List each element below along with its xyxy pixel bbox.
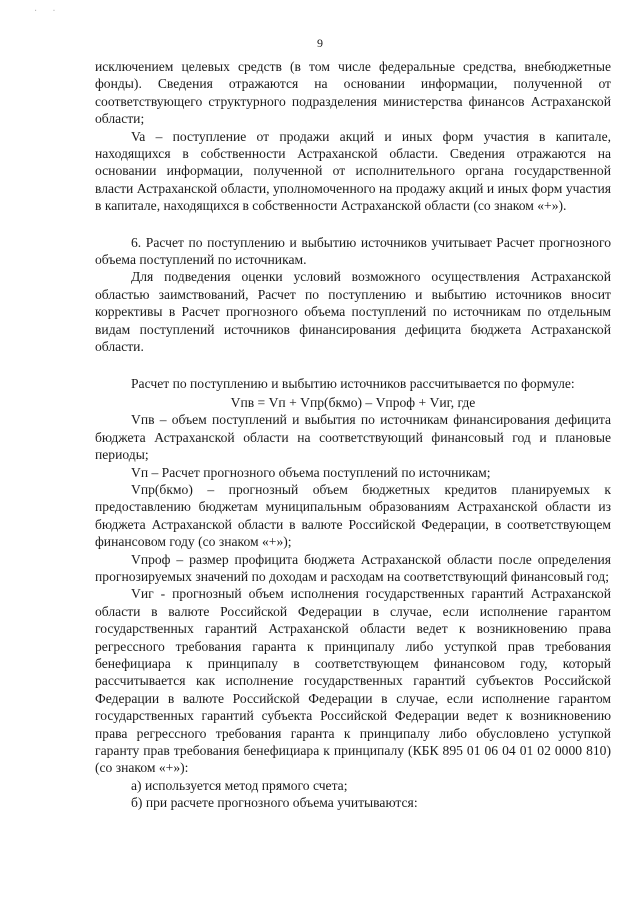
scan-artifact: · · (34, 6, 62, 17)
paragraph-continuation: исключением целевых средств (в том числе федеральные средства, внебюджетные фонды). Сведения отражаются на основании информации, полученной от соответствующего структурного подразделения министерства финансов Астраханской области; (95, 59, 611, 127)
paragraph-borrowing-conditions: Для подведения оценки условий возможного осуществления Астраханской областью заимствований, Расчет по поступлению и выбытию источников вносит коррективы в Расчет прогнозного объема поступлений по источникам по отдельным видам поступлений источников финансирования дефицита бюджета Астраханской области. (95, 269, 611, 355)
paragraph-vig-definition: Vиг - прогнозный объем исполнения государственных гарантий Астраханской области в валюте Российской Федерации в случае, если исполнение гарантом государственных гарантий Астраханской области ведет к возникновению права регрессного требования гаранта к принципалу либо уступкой прав требования бенефициара к принципалу в соответствующем финансовом году, который рассчитывается как исполнение государственных гарантий субъектов Российской Федерации в валюте Российской Федерации в случае, если исполнение гарантом государственных гарантий субъекта Российской Федерации ведет к возникновению права регрессного требования гаранта к принципалу либо обусловлено уступкой гаранту прав требования бенефициара к принципалу (КБК 895 01 06 04 01 02 0000 810) (со знаком «+»): (95, 586, 611, 776)
paragraph-vprof-definition: Vпроф – размер профицита бюджета Астраханской области после определения прогнозируемых значений по доходам и расходам на соответствующий финансовый год; (95, 551, 611, 584)
document-body (95, 58, 611, 812)
paragraph-formula-intro: Расчет по поступлению и выбытию источников рассчитывается по формуле: (131, 375, 575, 391)
paragraph-section-6: 6. Расчет по поступлению и выбытию источников учитывает Расчет прогнозного объема поступлений по источникам. (95, 234, 611, 268)
formula: Vпв = Vп + Vпр(бкмо) – Vпроф + Vиг, где (230, 394, 476, 410)
paragraph-va-definition: Va – поступление от продажи акций и иных форм участия в капитале, находящихся в собственности Астраханской области. Сведения отражаются на основании информации, полученной от исполнительного органа государственной власти Астраханской области, уполномоченного на продажу акций и иных форм участия в капитале, находящихся в собственности Астраханской области (со знаком «+»). (95, 128, 611, 214)
paragraph-vpv-definition: Vпв – объем поступлений и выбытия по источникам финансирования дефицита бюджета Астраханской области на соответствующий финансовый год и плановые периоды; (95, 412, 611, 463)
list-item-a: а) используется метод прямого счета; (131, 777, 348, 793)
page-number: 9 (317, 36, 323, 50)
list-item-b: б) при расчете прогнозного объема учитываются: (131, 795, 418, 811)
paragraph-vp-definition: Vп – Расчет прогнозного объема поступлений по источникам; (131, 464, 491, 480)
paragraph-vpr-definition: Vпр(бкмо) – прогнозный объем бюджетных кредитов планируемых к предоставлению бюджетам муниципальным образованиям Астраханской области из бюджета Астраханской области в валюте Российской Федерации, в соответствующем финансовом году (со знаком «+»); (95, 481, 611, 550)
